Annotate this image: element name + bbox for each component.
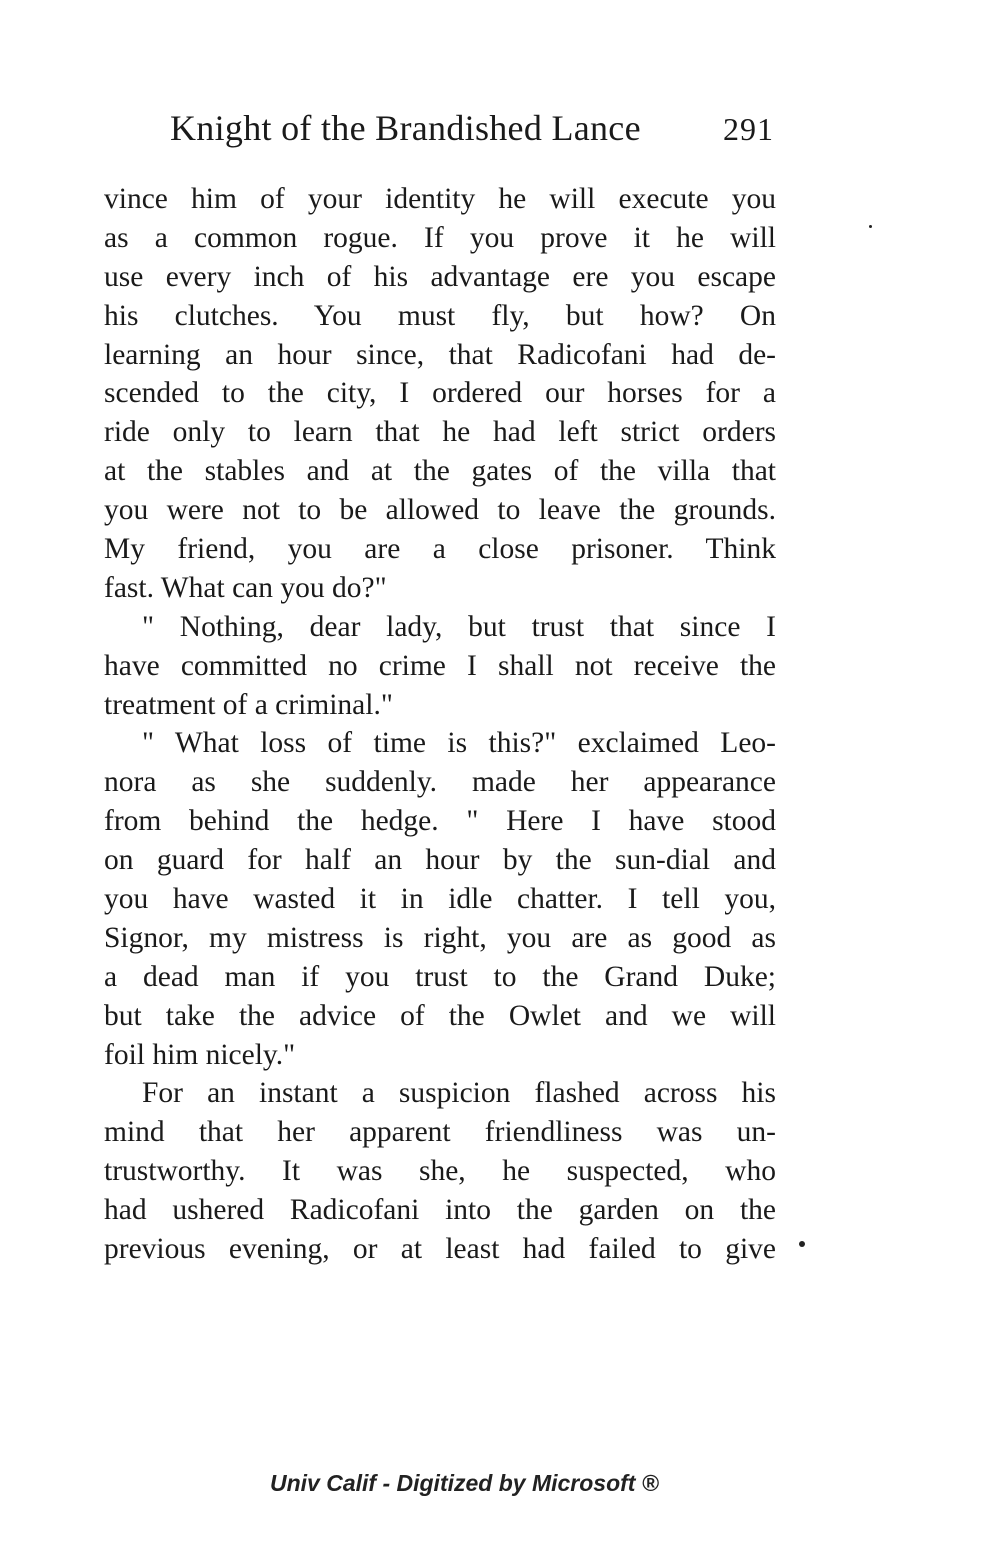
text-line: " What loss of time is this?" exclaimed Leo- — [142, 727, 776, 760]
text-line: mind that her apparent friendliness was un- — [104, 1116, 776, 1149]
text-line: had ushered Radicofani into the garden on the — [104, 1194, 776, 1227]
running-head — [170, 104, 790, 152]
text-line: learning an hour since, that Radicofani had de- — [104, 338, 776, 371]
text-line: My friend, you are a close prisoner. Think — [104, 533, 776, 566]
text-line: at the stables and at the gates of the villa that — [104, 455, 776, 488]
text-line: you were not to be allowed to leave the grounds. — [104, 494, 776, 527]
digitization-watermark: Univ Calif - Digitized by Microsoft ® — [270, 1470, 659, 1496]
body-text — [104, 180, 776, 1269]
text-line: his clutches. You must fly, but how? On — [104, 299, 776, 332]
text-line: use every inch of his advantage ere you escape — [104, 260, 776, 293]
text-line: vince him of your identity he will execute you — [104, 183, 776, 215]
text-line: have committed no crime I shall not receive the — [104, 649, 776, 682]
text-line: foil him nicely." — [104, 1038, 296, 1071]
text-line: on guard for half an hour by the sun-dial and — [104, 844, 776, 877]
text-line: Signor, my mistress is right, you are as good as — [104, 921, 776, 954]
text-line: For an instant a suspicion flashed across his — [142, 1077, 776, 1110]
text-line: trustworthy. It was she, he suspected, who — [104, 1155, 776, 1188]
text-line: but take the advice of the Owlet and we will — [104, 999, 776, 1032]
ink-speck — [799, 1241, 805, 1247]
text-line: you have wasted it in idle chatter. I tell you, — [104, 883, 776, 916]
text-line: nora as she suddenly. made her appearance — [104, 766, 776, 799]
page-title: Knight of the Brandished Lance — [170, 108, 641, 148]
text-line: from behind the hedge. " Here I have stood — [104, 805, 776, 838]
text-line: a dead man if you trust to the Grand Duke; — [104, 960, 776, 993]
text-line: as a common rogue. If you prove it he will — [104, 221, 776, 254]
text-line: previous evening, or at least had failed to give — [104, 1233, 776, 1266]
text-line: " Nothing, dear lady, but trust that since I — [142, 610, 776, 643]
ink-speck — [869, 225, 872, 228]
text-line: fast. What can you do?" — [104, 571, 387, 604]
page-number: 291 — [723, 111, 774, 147]
text-line: ride only to learn that he had left strict orders — [104, 416, 776, 449]
text-line: scended to the city, I ordered our horses for a — [104, 377, 776, 410]
text-line: treatment of a criminal." — [104, 688, 393, 721]
